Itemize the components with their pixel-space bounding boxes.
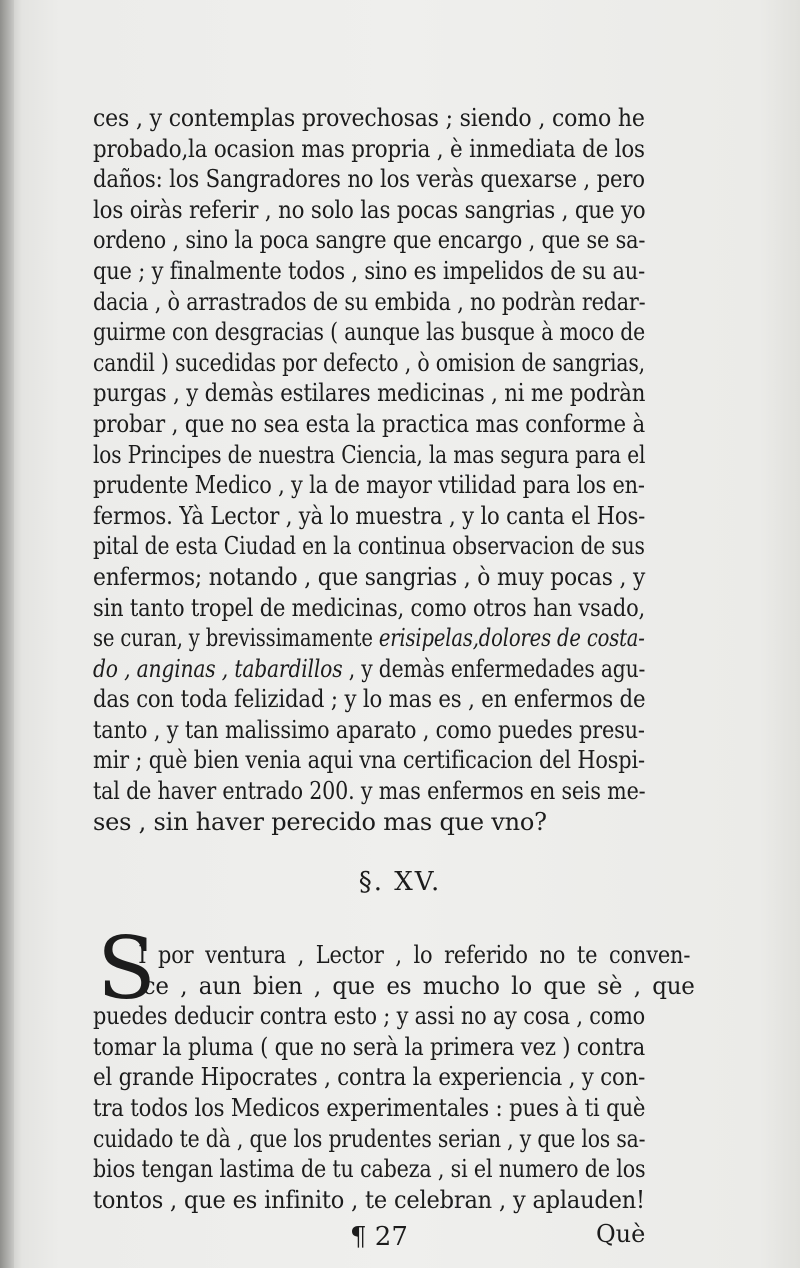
text-line: tomar la pluma ( que no serà la primera vez ) contra	[93, 1032, 646, 1061]
body-text	[93, 103, 645, 837]
text-line: que ; y finalmente todos , sino es impelidos de su au-	[93, 256, 646, 285]
section-text	[93, 940, 695, 1215]
text-line: purgas , y demàs estilares medicinas , ni me podràn	[93, 379, 646, 408]
text-line: ces , y contemplas provechosas ; siendo , como he	[93, 104, 645, 132]
text-line: tal de haver entrado 200. y mas enfermos en seis me-	[93, 777, 646, 806]
text-line: puedes deducir contra esto ; y assi no ay cosa , como	[93, 1002, 646, 1031]
text-line: tra todos los Medicos experimentales : pues à ti què	[93, 1093, 646, 1122]
text-line: fermos. Yà Lector , yà lo muestra , y lo canta el Hos-	[93, 501, 646, 530]
text-line: pital de esta Ciudad en la continua observacion de sus	[93, 532, 645, 561]
text-line: enfermos; notando , que sangrias , ò muy pocas , y	[93, 562, 646, 591]
text-line: los oiràs referir , no solo las pocas sangrias , que yo	[93, 195, 646, 224]
text-line-mixed	[93, 654, 645, 685]
italic-run: erisipelas,dolores de costa-	[378, 624, 645, 653]
text-line: el grande Hipocrates , contra la experiencia , y con-	[93, 1063, 646, 1092]
text-line: I por ventura , Lector , lo referido no te conven-	[138, 941, 691, 969]
text-line: ce , aun bien , que es mucho lo que sè , que	[142, 971, 695, 1000]
section-heading: §. XV.	[358, 867, 442, 897]
book-spine-shadow	[0, 0, 14, 1268]
text-line: bios tengan lastima de tu cabeza , si el numero de los	[93, 1155, 646, 1184]
text-line: tanto , y tan malissimo aparato , como puedes presu-	[93, 715, 645, 744]
text-line: daños: los Sangradores no los veràs quexarse , pero	[93, 165, 645, 194]
catchword: Què	[596, 1220, 646, 1248]
text-line: guirme con desgracias ( aunque las busque à moco de	[93, 318, 646, 347]
text-line: prudente Medico , y la de mayor vtilidad para los en-	[93, 471, 645, 500]
text-line: das con toda felizidad ; y lo mas es , en enfermos de	[93, 685, 646, 714]
text-line: ses , sin haver perecido mas que vno?	[93, 807, 547, 836]
text-line: candil ) sucedidas por defecto , ò omision de sangrias,	[93, 348, 645, 377]
text-line: sin tanto tropel de medicinas, como otros han vsado,	[93, 593, 646, 622]
drop-cap: S	[97, 919, 156, 1019]
text-line: dacia , ò arrastrados de su embida , no podràn redar-	[93, 287, 646, 316]
text-line: cuidado te dà , que los prudentes serian , y que los sa-	[93, 1124, 646, 1153]
signature-mark: ¶ 27	[350, 1222, 408, 1252]
text-line-mixed	[93, 623, 645, 654]
text-run: se curan, y brevissimamente	[93, 624, 379, 653]
text-line: mir ; què bien venia aqui vna certificacion del Hospi-	[93, 746, 645, 775]
text-line: probar , que no sea esta la practica mas conforme à	[93, 409, 645, 438]
text-line: probado,la ocasion mas propria , è inmediata de los	[93, 134, 645, 163]
text-line: tontos , que es infinito , te celebran , y aplauden!	[93, 1185, 645, 1214]
italic-run: do , anginas , tabardillos	[93, 654, 343, 683]
text-line: los Principes de nuestra Ciencia, la mas segura para el	[93, 440, 646, 469]
text-run: , y demàs enfermedades agu-	[342, 654, 646, 683]
text-line: ordeno , sino la poca sangre que encargo , que se sa-	[93, 226, 646, 255]
